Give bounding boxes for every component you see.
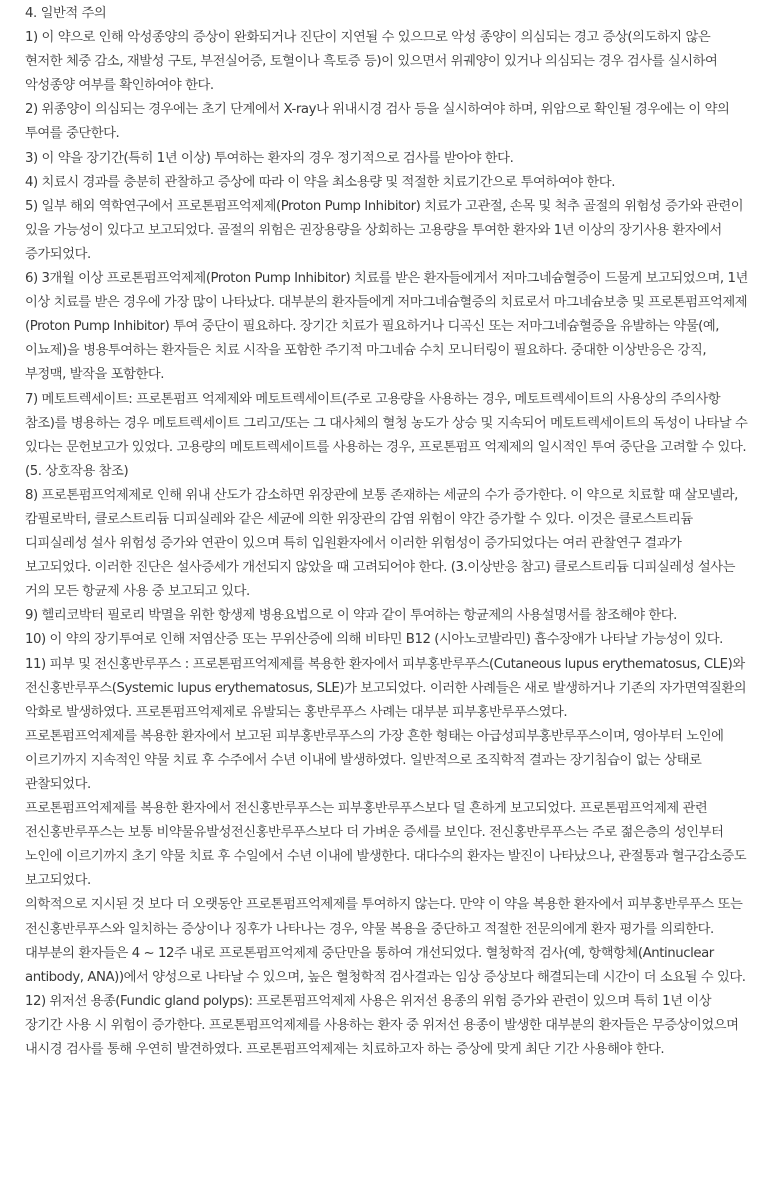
- paragraph-item-1: 1) 이 약으로 인해 악성종양의 증상이 완화되거나 진단이 지연될 수 있으므로 악성 종양이 의심되는 경고 증상(의도하지 않은 현저한 체중 감소, 재발성 구토, 부전실어증, 토혈이나 흑토증 등)이 있으면서 위궤양이 있거나 의심되는 경우 검사를 실시하여 악성종양 여부를 확인하여야 한다.: [25, 30, 718, 94]
- paragraph-item-3: 3) 이 약을 장기간(특히 1년 이상) 투여하는 환자의 경우 정기적으로 검사를 받아야 한다.: [25, 150, 514, 166]
- paragraph-item-6: 6) 3개월 이상 프로톤펌프억제제(Proton Pump Inhibitor) 치료를 받은 환자들에게서 저마그네슘혈증이 드물게 보고되었으며, 1년 이상 치료를 받은 경우에 가장 많이 나타났다. 대부분의 환자들에게 저마그네슘혈증의 치료로서 마그네슘보충 및 프로톤펌프억제제(Proton Pump Inhibitor) 투여 중단이 필요하다. 장기간 치료가 필요하거나 디곡신 또는 저마그네슘혈증을 유발하는 약물(예, 이뇨제)을 병용투여하는 환자들은 치료 시작을 포함한 주기적 마그네슘 수치 모니터링이 필요하다. 중대한 이상반응은 강직, 부정맥, 발작을 포함한다.: [25, 271, 748, 383]
- paragraph-item-4: 4) 치료시 경과를 충분히 관찰하고 증상에 따라 이 약을 최소용량 및 적절한 치료기간으로 투여하여야 한다.: [25, 174, 615, 190]
- paragraph-item-11: 11) 피부 및 전신홍반루푸스 : 프로톤펌프억제제를 복용한 환자에서 피부홍반루푸스(Cutaneous lupus erythematosus, CLE)와 전신홍반루푸스(Systemic lupus erythematosus, SLE)가 보고되었다. 이러한 사례들은 새로 발생하거나 기존의 자가면역질환의 악화로 발생하였다. 프로톤펌프억제제로 유발되는 홍반루푸스 사례는 대부분 피부홍반루푸스였다.: [25, 656, 747, 720]
- section-heading: 4. 일반적 주의: [25, 6, 107, 21]
- paragraph-item-10: 10) 이 약의 장기투여로 인해 저염산증 또는 무위산증에 의해 비타민 B12 (시아노코발라민) 흡수장애가 나타날 가능성이 있다.: [25, 632, 723, 648]
- paragraph-item-8: 8) 프로톤펌프억제제로 인해 위내 산도가 감소하면 위장관에 보통 존재하는 세균의 수가 증가한다. 이 약으로 치료할 때 살모넬라, 캄필로박터, 클로스트리듐 디피실레와 같은 세균에 의한 위장관의 감염 위험이 약간 증가할 수 있다. 이것은 클로스트리듐 디피실레성 설사 위험성 증가와 연관이 있으며 특히 입원환자에서 이러한 위험성이 증가되었다는 여러 관찰연구 결과가 보고되었다. 이러한 진단은 설사증세가 개선되지 않았을 때 고려되어야 한다. (3.이상반응 참고) 클로스트리듐 디피실레성 설사는 거의 모든 항균제 사용 중 보고되고 있다.: [25, 487, 738, 600]
- paragraph-item-11-cle: 프로톤펌프억제제를 복용한 환자에서 보고된 피부홍반루푸스의 가장 흔한 형태는 아급성피부홍반루푸스이며, 영아부터 노인에 이르기까지 지속적인 약물 치료 후 수주에서 수년 이내에 발생하였다. 일반적으로 조직학적 결과는 장기침습이 없는 상태로 관찰되었다.: [25, 728, 724, 792]
- paragraph-item-5: 5) 일부 해외 역학연구에서 프로톤펌프억제제(Proton Pump Inhibitor) 치료가 고관절, 손목 및 척추 골절의 위험성 증가와 관련이 있을 가능성이 있다고 보고되었다. 골절의 위험은 권장용량을 상회하는 고용량을 투여한 환자와 1년 이상의 장기사용 환자에서 증가되었다.: [25, 198, 744, 262]
- paragraph-item-12: 12) 위저선 용종(Fundic gland polyps): 프로톤펌프억제제 사용은 위저선 용종의 위험 증가와 관련이 있으며 특히 1년 이상 장기간 사용 시 위험이 증가한다. 프로톤펌프억제제를 사용하는 환자 중 위저선 용종이 발생한 대부분의 환자들은 무증상이었으며 내시경 검사를 통해 우연히 발견하였다. 프로톤펌프억제제는 치료하고자 하는 증상에 맞게 최단 기간 사용해야 한다.: [25, 993, 739, 1058]
- paragraph-item-11-management: 의학적으로 지시된 것 보다 더 오랫동안 프로톤펌프억제제를 투여하지 않는다. 만약 이 약을 복용한 환자에서 피부홍반루푸스 또는 전신홍반루푸스와 일치하는 증상이나 징후가 나타나는 경우, 약물 복용을 중단하고 적절한 전문의에게 환자 평가를 의뢰한다. 대부분의 환자들은 4 ~ 12주 내로 프로톤펌프억제제 중단만을 통하여 개선되었다. 혈청학적 검사(예, 항핵항체(Antinuclear antibody, ANA))에서 양성으로 나타날 수 있으며, 높은 혈청학적 검사결과는 임상 증상보다 해결되는데 시간이 더 소요될 수 있다.: [25, 897, 746, 985]
- paragraph-item-7: 7) 메토트렉세이트: 프로톤펌프 억제제와 메토트렉세이트(주로 고용량을 사용하는 경우, 메토트렉세이트의 사용상의 주의사항 참조)를 병용하는 경우 메토트렉세이트 그리고/또는 그 대사체의 혈청 농도가 상승 및 지속되어 메토트렉세이트의 독성이 나타날 수 있다는 문헌보고가 있었다. 고용량의 메토트렉세이트를 사용하는 경우, 프로톤펌프 억제제의 일시적인 투여 중단을 고려할 수 있다.(5. 상호작용 참조): [25, 391, 748, 479]
- paragraph-item-11-sle: 프로톤펌프억제제를 복용한 환자에서 전신홍반루푸스는 피부홍반루푸스보다 덜 흔하게 보고되었다. 프로톤펌프억제제 관련 전신홍반루푸스는 보통 비약물유발성전신홍반루푸스보다 더 가벼운 증세를 보인다. 전신홍반루푸스는 주로 젊은층의 성인부터 노인에 이르기까지 초기 약물 치료 후 수일에서 수년 이내에 발생한다. 대다수의 환자는 발진이 나타났으나, 관절통과 혈구감소증도 보고되었다.: [25, 801, 747, 889]
- paragraph-item-2: 2) 위종양이 의심되는 경우에는 초기 단계에서 X-ray나 위내시경 검사 등을 실시하여야 하며, 위암으로 확인될 경우에는 이 약의 투여를 중단한다.: [25, 102, 730, 142]
- paragraph-item-9: 9) 헬리코박터 필로리 박멸을 위한 항생제 병용요법으로 이 약과 같이 투여하는 항균제의 사용설명서를 참조해야 한다.: [25, 608, 677, 624]
